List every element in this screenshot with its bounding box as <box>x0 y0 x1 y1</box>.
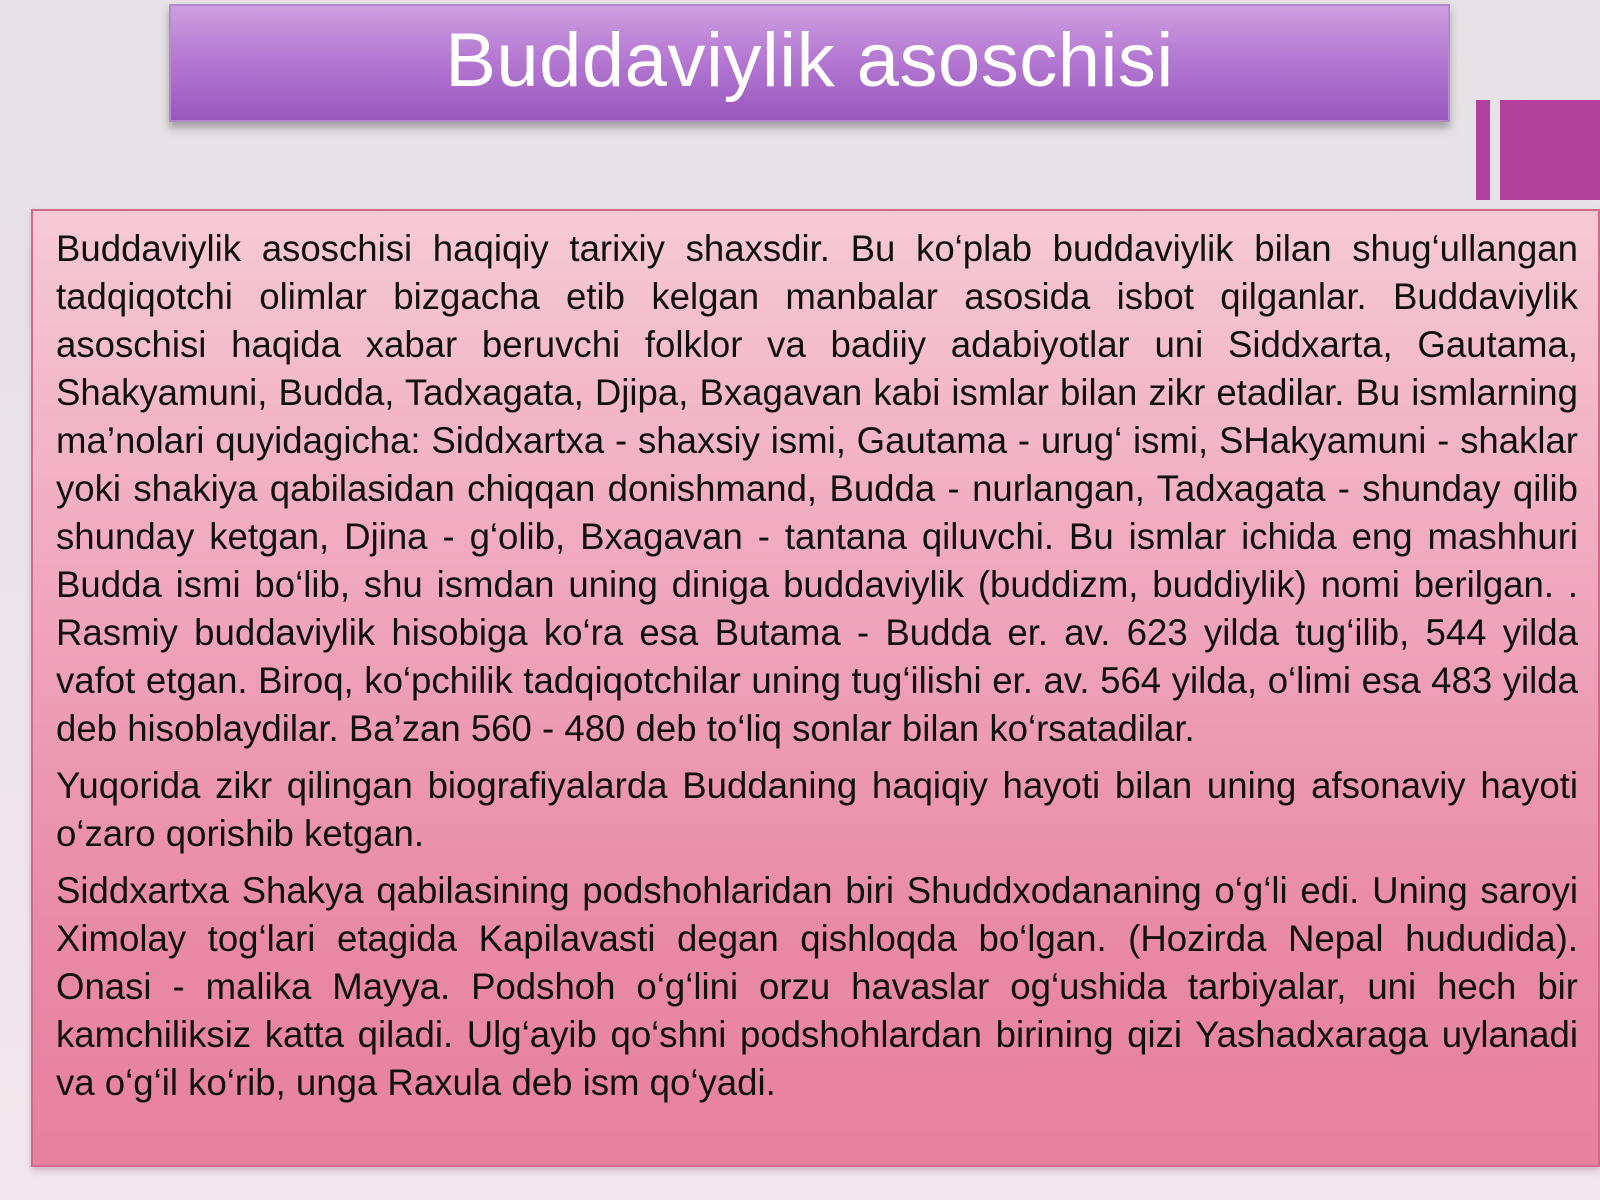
paragraph-2: Yuqorida zikr qilingan biografiyalarda Buddaning haqiqiy hayoti bilan uning afsonaviy hayoti o‘zaro qorishib ketgan. <box>56 765 1578 854</box>
paragraph-1: Buddaviylik asoschisi haqiqiy tarixiy shaxsdir. Bu ko‘plab buddaviylik bilan shug‘ullangan tadqiqotchi olimlar bizgacha etib kelgan manbalar asosida isbot qilganlar. Buddaviylik asoschisi haqida xabar beruvchi folklor va badiiy adabiyotlar uni Siddxarta, Gautama, Shakyamuni, Budda, Tadxagata, Djipa, Bxagavan kabi ismlar bilan zikr etadilar. Bu ismlarning ma’nolari quyidagicha: Siddxartxa - shaxsiy ismi, Gautama - urug‘ ismi, SHakyamuni - shaklar yoki shakiya qabilasidan chiqqan donishmand, Budda - nurlangan, Tadxagata - shunday qilib shunday ketgan, Djina - g‘olib, Bxagavan - tantana qiluvchi. Bu ismlar ichida eng mashhuri Budda ismi bo‘lib, shu ismdan uning diniga buddaviylik (buddizm, buddiylik) nomi berilgan. . Rasmiy buddaviylik hisobiga ko‘ra esa Butama - Budda er. av. 623 yilda tug‘ilib, 544 yilda vafot etgan. Biroq, ko‘pchilik tadqiqotchilar uning tug‘ilishi er. av. 564 yilda, o‘limi esa 483 yilda deb hisoblaydilar. Ba’zan 560 - 480 deb to‘liq sonlar bilan ko‘rsatadilar. <box>56 228 1578 749</box>
slide-title: Buddaviylik asoschisi <box>445 18 1174 103</box>
title-bar <box>169 4 1450 122</box>
content-box <box>31 209 1600 1167</box>
accent-block <box>1500 100 1600 200</box>
paragraph-3: Siddxartxa Shakya qabilasining podshohlaridan biri Shuddxodananing o‘g‘li edi. Uning saroyi Ximolay tog‘lari etagida Kapilavasti degan qishloqda bo‘lgan. (Hozirda Nepal hududida). Onasi - malika Mayya. Podshoh o‘g‘lini orzu havaslar og‘ushida tarbiyalar, uni hech bir kamchiliksiz katta qiladi. Ulg‘ayib qo‘shni podshohlardan birining qizi Yashadxaraga uylanadi va o‘g‘il ko‘rib, unga Raxula deb ism qo‘yadi. <box>56 870 1578 1103</box>
accent-stripe <box>1476 100 1490 200</box>
